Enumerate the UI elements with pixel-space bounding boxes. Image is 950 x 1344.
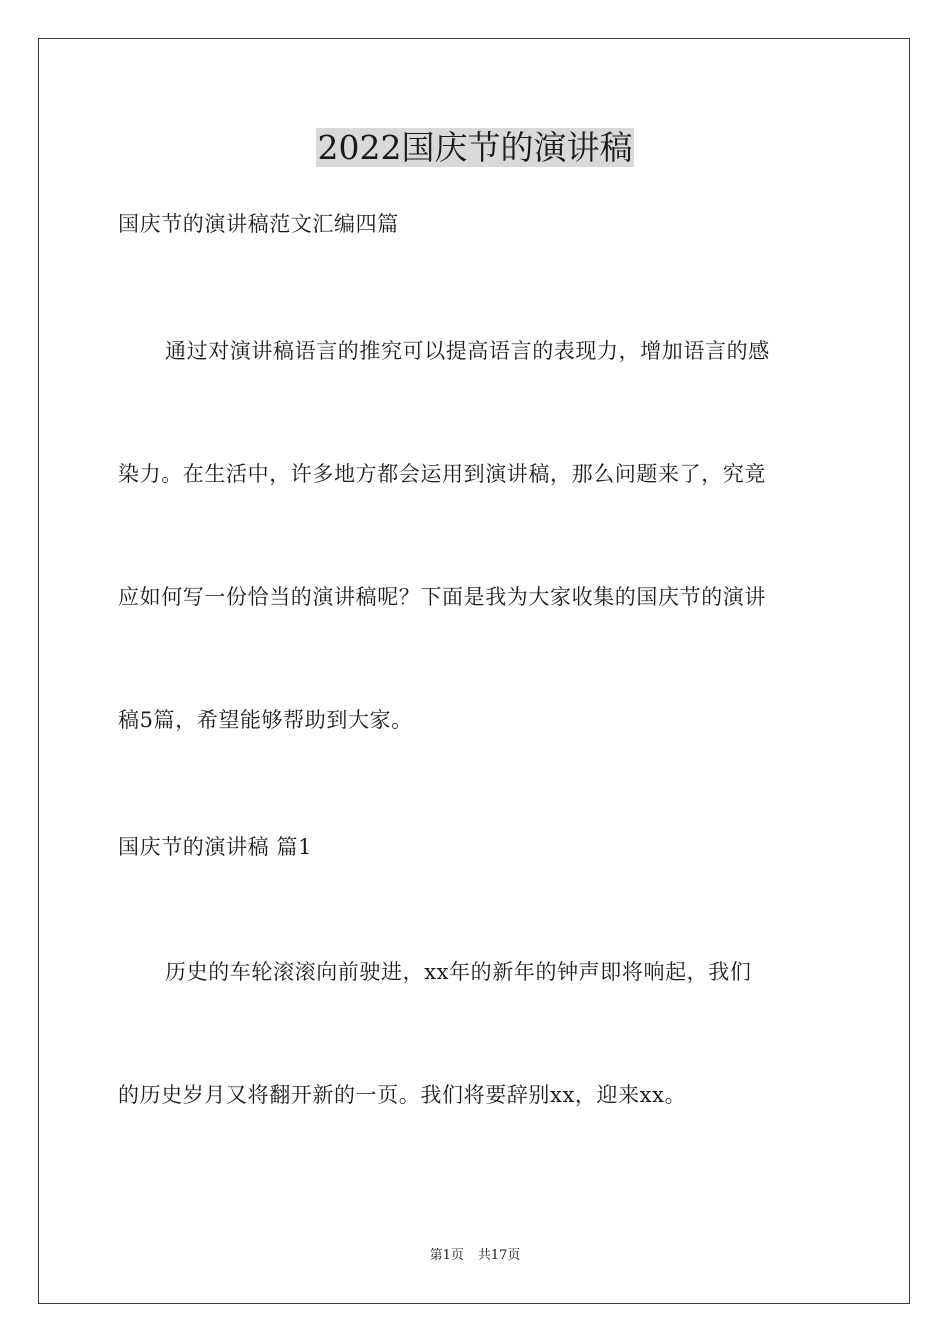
section-heading: 国庆节的演讲稿 篇1: [118, 835, 313, 859]
intro-line-1: 通过对演讲稿语言的推究可以提高语言的表现力，增加语言的感: [165, 339, 770, 363]
page-number-total: 共17页: [477, 1248, 521, 1263]
page-number-current: 第1页: [429, 1248, 464, 1263]
section-line-2: 的历史岁月又将翻开新的一页。我们将要辞别xx，迎来xx。: [118, 1083, 687, 1107]
page-footer: [0, 1247, 950, 1265]
intro-line-4: 稿5篇，希望能够帮助到大家。: [118, 708, 413, 732]
intro-line-2: 染力。在生活中，许多地方都会运用到演讲稿，那么问题来了，究竟: [118, 462, 766, 486]
document-title: [0, 126, 950, 170]
document-title-text: 2022国庆节的演讲稿: [317, 128, 633, 167]
intro-line-3: 应如何写一份恰当的演讲稿呢？下面是我为大家收集的国庆节的演讲: [118, 585, 766, 609]
section-line-1: 历史的车轮滚滚向前驶进，xx年的新年的钟声即将响起，我们: [165, 960, 752, 984]
document-subtitle: 国庆节的演讲稿范文汇编四篇: [118, 212, 399, 236]
